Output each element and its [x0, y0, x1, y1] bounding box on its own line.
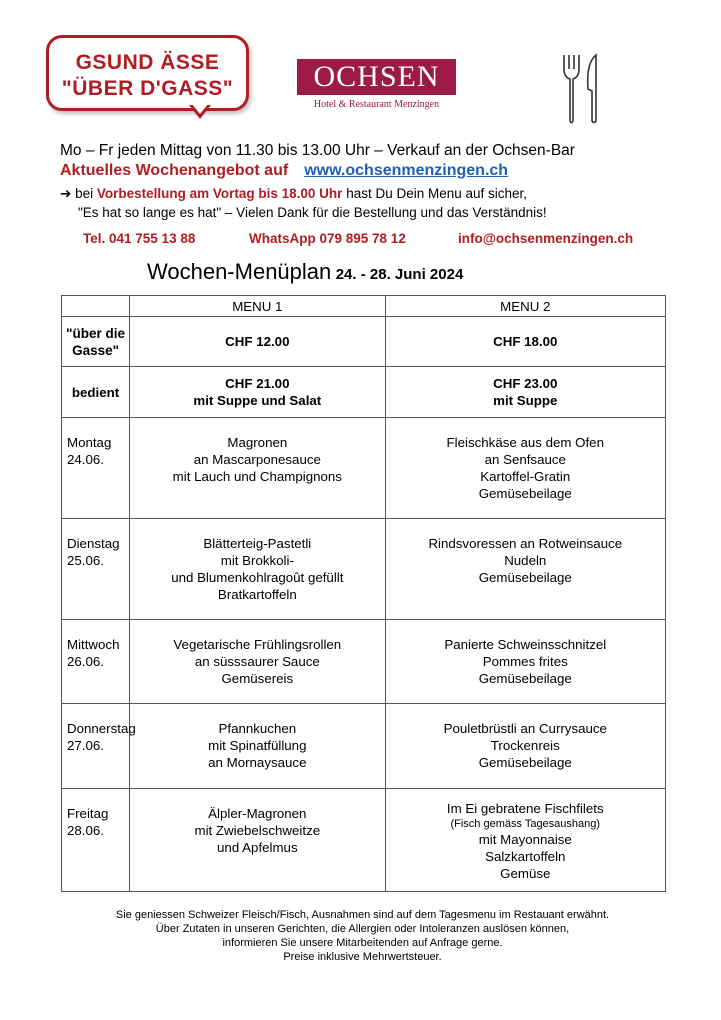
dish-line: Pfannkuchen — [218, 721, 297, 736]
price-menu-2 — [385, 367, 665, 418]
price-label: "über die Gasse" — [62, 317, 130, 367]
header-menu-1: MENU 1 — [130, 296, 385, 317]
dish-line: Gemüsebeilage — [478, 671, 572, 686]
day-date: 24.06. — [67, 452, 104, 467]
dish-line: an Mornaysauce — [208, 755, 307, 770]
menu-1-cell — [130, 620, 385, 704]
dish-line: Blätterteig-Pastetli — [203, 536, 312, 551]
menu-2-cell — [385, 620, 665, 704]
day-row-friday — [62, 789, 666, 892]
dish-line: Gemüsebeilage — [478, 570, 572, 585]
dish-line: Kartoffel-Gratin — [480, 469, 571, 484]
gsund-aesse-badge — [46, 35, 249, 111]
dish-line: mit Zwiebelschweitze — [194, 823, 321, 838]
price-menu-1 — [130, 367, 385, 418]
preorder-highlight: Vorbestellung am Vortag bis 18.00 Uhr — [96, 186, 343, 201]
day-name: Montag — [67, 435, 112, 450]
dish-line: mit Mayonnaise — [478, 832, 572, 847]
dish-line: Gemüsereis — [221, 671, 294, 686]
dish-line: Gemüsebeilage — [478, 486, 572, 501]
day-date: 27.06. — [67, 738, 104, 753]
menu-1-cell — [130, 704, 385, 789]
dish-line: Fleischkäse aus dem Ofen — [446, 435, 604, 450]
menu-1-cell — [130, 418, 385, 519]
phone-number[interactable]: Tel. 041 755 13 88 — [83, 231, 196, 246]
menu-table — [61, 295, 666, 892]
title-dates: 24. - 28. Juni 2024 — [335, 266, 464, 283]
footer-line: Sie geniessen Schweizer Fleisch/Fisch, Ausnahmen sind auf dem Tagesmenu im Restauant erwähnt. — [115, 909, 610, 921]
dish-line: Im Ei gebratene Fischfilets — [446, 801, 604, 816]
footer-line: informieren Sie unsere Mitarbeitenden auf Anfrage gerne. — [222, 937, 503, 949]
dish-line: Pouletbrüstli an Currysauce — [443, 721, 607, 736]
dish-note: (Fisch gemäss Tagesaushang) — [450, 818, 601, 830]
day-cell — [62, 789, 130, 892]
menu-2-cell — [385, 704, 665, 789]
title-main: Wochen-Menüplan — [147, 259, 332, 284]
dish-line: Bratkartoffeln — [217, 587, 297, 602]
day-cell — [62, 620, 130, 704]
menu-2-cell — [385, 789, 665, 892]
day-cell — [62, 519, 130, 620]
day-row-wednesday — [62, 620, 666, 704]
dish-line: mit Brokkoli- — [220, 553, 294, 568]
preorder-line-2: "Es hat so lange es hat" – Vielen Dank für die Bestellung und das Verständnis! — [78, 205, 547, 220]
day-row-thursday — [62, 704, 666, 789]
dish-line: mit Spinatfüllung — [208, 738, 307, 753]
price-row-served — [62, 367, 666, 418]
dish-line: an Senfsauce — [484, 452, 566, 467]
price-menu-1 — [130, 317, 385, 367]
dish-line: Trockenreis — [490, 738, 560, 753]
price-menu-2 — [385, 317, 665, 367]
price-value: CHF 12.00 — [225, 334, 290, 349]
preorder-line-1 — [60, 186, 527, 202]
preorder-after: hast Du Dein Menu auf sicher, — [346, 186, 528, 201]
whatsapp-number[interactable]: WhatsApp 079 895 78 12 — [249, 231, 406, 246]
price-note: mit Suppe und Salat — [193, 393, 322, 408]
day-cell — [62, 418, 130, 519]
price-note: mit Suppe — [493, 393, 558, 408]
badge-line-1: GSUND ÄSSE — [75, 51, 220, 74]
day-row-monday — [62, 418, 666, 519]
dish-line: Nudeln — [504, 553, 547, 568]
fork-knife-icon — [558, 53, 604, 125]
footer-line: Preise inklusive Mehrwertsteuer. — [283, 951, 442, 963]
dish-line: Magronen — [227, 435, 288, 450]
footer-line: Über Zutaten in unseren Gerichten, die Allergien oder Intoleranzen auslösen können, — [155, 923, 570, 935]
menu-2-cell — [385, 418, 665, 519]
dish-line: Pommes frites — [482, 654, 568, 669]
page-title — [147, 259, 463, 285]
day-name: Mittwoch — [67, 637, 120, 652]
menu-2-cell — [385, 519, 665, 620]
dish-line: und Apfelmus — [217, 840, 298, 855]
price-value: CHF 23.00 — [493, 376, 558, 391]
logo-subtitle: Hotel & Restaurant Menzingen — [313, 99, 440, 110]
menu-1-cell — [130, 789, 385, 892]
price-label: bedient — [62, 367, 130, 418]
day-name: Dienstag — [67, 536, 120, 551]
header-empty — [62, 296, 130, 317]
dish-line: Vegetarische Frühlingsrollen — [173, 637, 342, 652]
dish-line: und Blumenkohlragoût gefüllt — [171, 570, 344, 585]
arrow-right-icon: ➔ — [60, 186, 72, 201]
dish-line: an süsssaurer Sauce — [194, 654, 320, 669]
day-date: 28.06. — [67, 823, 104, 838]
day-cell — [62, 704, 136, 789]
badge-tail-inner — [192, 104, 208, 114]
day-name: Freitag — [67, 806, 109, 821]
header-menu-2: MENU 2 — [385, 296, 665, 317]
dish-line: Salzkartoffeln — [485, 849, 566, 864]
email-link[interactable]: info@ochsenmenzingen.ch — [458, 231, 634, 246]
preorder-before: bei — [75, 186, 94, 201]
weekly-offer — [60, 162, 508, 180]
badge-line-2: "ÜBER D'GASS" — [61, 77, 234, 100]
dish-line: Panierte Schweinsschnitzel — [444, 637, 607, 652]
menu-1-cell — [130, 519, 385, 620]
day-row-tuesday — [62, 519, 666, 620]
opening-hours: Mo – Fr jeden Mittag von 11.30 bis 13.00 Uhr – Verkauf an der Ochsen-Bar — [60, 142, 575, 159]
day-date: 25.06. — [67, 553, 104, 568]
dish-line: Gemüsebeilage — [478, 755, 572, 770]
price-row-takeaway — [62, 317, 666, 367]
dish-line: mit Lauch und Champignons — [172, 469, 342, 484]
day-name: Donnerstag — [67, 721, 136, 736]
ochsen-logo: OCHSEN — [297, 59, 456, 95]
table-header-row — [62, 296, 666, 317]
day-date: 26.06. — [67, 654, 104, 669]
price-value: CHF 21.00 — [225, 376, 290, 391]
footer-notes — [60, 908, 665, 964]
dish-line: Gemüse — [500, 866, 551, 881]
dish-line: Älpler-Magronen — [208, 806, 307, 821]
weekly-offer-label: Aktuelles Wochenangebot auf — [60, 162, 289, 179]
dish-line: Rindsvoressen an Rotweinsauce — [428, 536, 623, 551]
website-link[interactable]: www.ochsenmenzingen.ch — [304, 162, 509, 179]
dish-line: an Mascarponesauce — [193, 452, 321, 467]
price-value: CHF 18.00 — [493, 334, 558, 349]
